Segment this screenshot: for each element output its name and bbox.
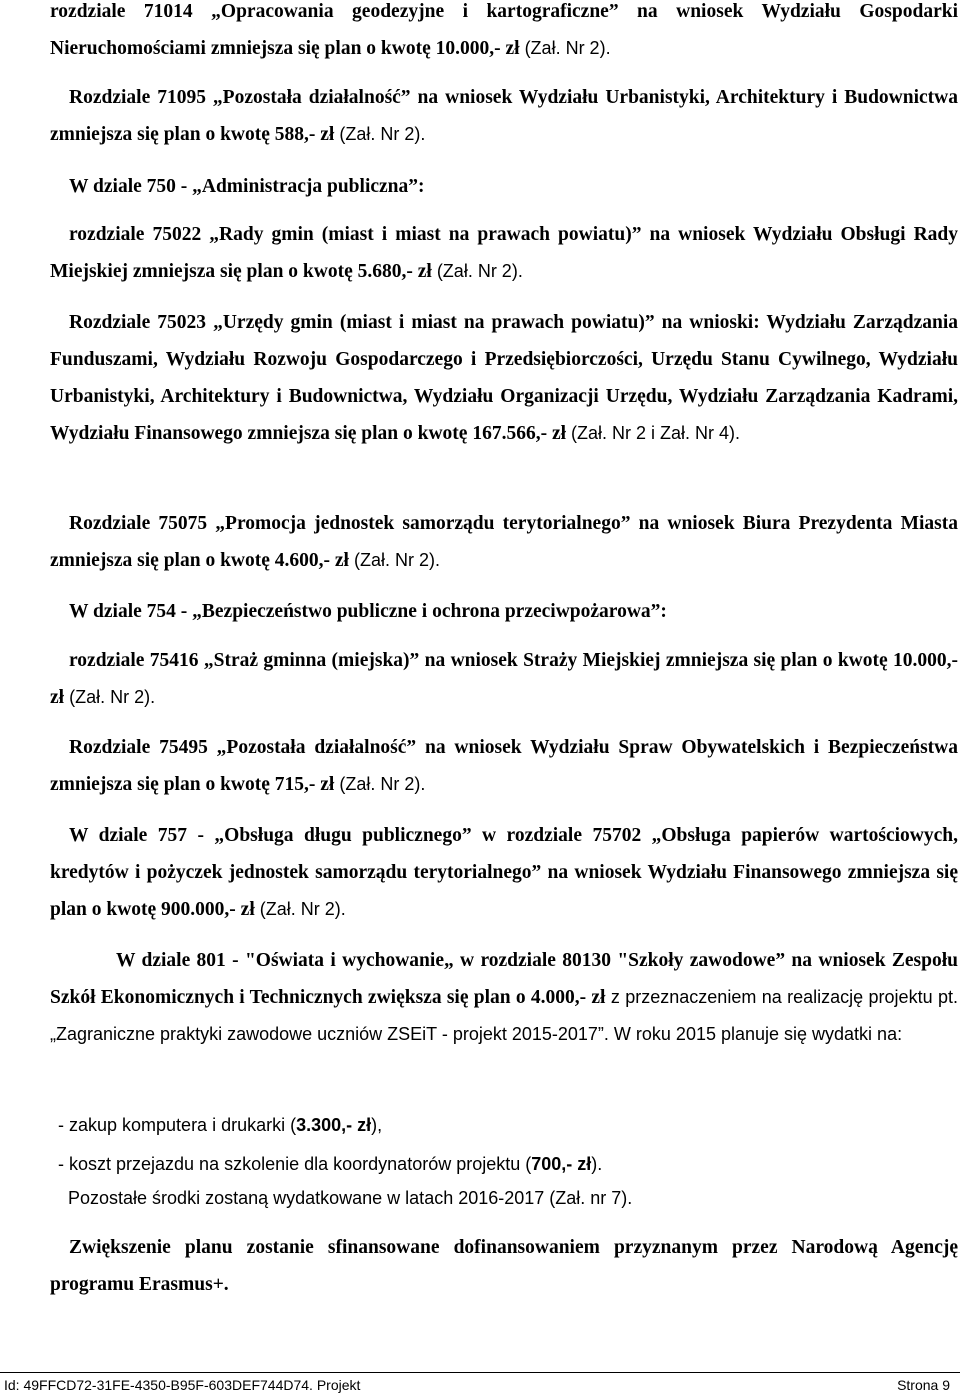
page-footer	[0, 1376, 960, 1394]
paragraph-75022: rozdziale 75022 „Rady gmin (miast i miast na prawach powiatu)” na wniosek Wydziału Obsługi Rady Miejskiej zmniejsza się plan o kwotę 5.680,- zł (Zał. Nr 2).	[50, 224, 958, 282]
paragraph-75416: rozdziale 75416 „Straż gminna (miejska)” na wniosek Straży Miejskiej zmniejsza się plan o kwotę 10.000,- zł (Zał. Nr 2).	[50, 650, 958, 708]
page-number: Strona 9	[897, 1377, 950, 1393]
footer-divider	[0, 1372, 960, 1373]
paragraph-75075: Rozdziale 75075 „Promocja jednostek samorządu terytorialnego” na wniosek Biura Prezydenta Miasta zmniejsza się plan o kwotę 4.600,- zł (Zał. Nr 2).	[50, 513, 958, 571]
closing-statement: Zwiększenie planu zostanie sfinansowane dofinansowaniem przyznanym przez Narodową Agencję programu Erasmus+.	[50, 1237, 958, 1295]
heading-dzial-754: W dziale 754 - „Bezpieczeństwo publiczne i ochrona przeciwpożarowa”:	[69, 601, 667, 622]
paragraph-75495: Rozdziale 75495 „Pozostała działalność” na wniosek Wydziału Spraw Obywatelskich i Bezpieczeństwa zmniejsza się plan o kwotę 715,- zł (Zał. Nr 2).	[50, 737, 958, 795]
expense-item: - koszt przejazdu na szkolenie dla koordynatorów projektu (700,- zł).	[58, 1154, 603, 1174]
paragraph-75023: Rozdziale 75023 „Urzędy gmin (miast i miast na prawach powiatu)” na wnioski: Wydziału Zarządzania Funduszami, Wydziału Rozwoju Gospodarczego i Przedsiębiorczości, Urzędu Stanu Cywilnego, Wydziału Urbanistyki, Architektury i Budownictwa, Wydziału Organizacji Urzędu, Wydziału Zarządzania Kadrami, Wydziału Finansowego zmniejsza się plan o kwotę 167.566,- zł (Zał. Nr 2 i Zał. Nr 4).	[50, 312, 958, 444]
paragraph-dzial-757: W dziale 757 - „Obsługa długu publicznego” w rozdziale 75702 „Obsługa papierów wartościowych, kredytów i pożyczek jednostek samorządu terytorialnego” na wniosek Wydziału Finansowego zmniejsza się plan o kwotę 900.000,- zł (Zał. Nr 2).	[50, 825, 958, 920]
document-id: Id: 49FFCD72-31FE-4350-B95F-603DEF744D74. Projekt	[4, 1377, 361, 1393]
paragraph-71095: Rozdziale 71095 „Pozostała działalność” na wniosek Wydziału Urbanistyki, Architektury i Budownictwa zmniejsza się plan o kwotę 588,- zł (Zał. Nr 2).	[50, 87, 958, 145]
paragraph-dzial-801: W dziale 801 - "Oświata i wychowanie„ w rozdziale 80130 "Szkoły zawodowe” na wniosek Zespołu Szkół Ekonomicznych i Technicznych zwiększa się plan o 4.000,- zł z przeznaczeniem na realizację projektu pt. „Zagraniczne praktyki zawodowe uczniów ZSEiT - projekt 2015-2017”. W roku 2015 planuje się wydatki na:	[50, 950, 958, 1044]
expense-item: - zakup komputera i drukarki (3.300,- zł),	[58, 1115, 383, 1135]
heading-dzial-750: W dziale 750 - „Administracja publiczna”:	[69, 176, 425, 197]
paragraph-71014: rozdziale 71014 „Opracowania geodezyjne i kartograficzne” na wniosek Wydziału Gospodarki Nieruchomościami zmniejsza się plan o kwotę 10.000,- zł (Zał. Nr 2).	[50, 1, 958, 59]
remaining-funds-note: Pozostałe środki zostaną wydatkowane w latach 2016-2017 (Zał. nr 7).	[58, 1188, 633, 1208]
